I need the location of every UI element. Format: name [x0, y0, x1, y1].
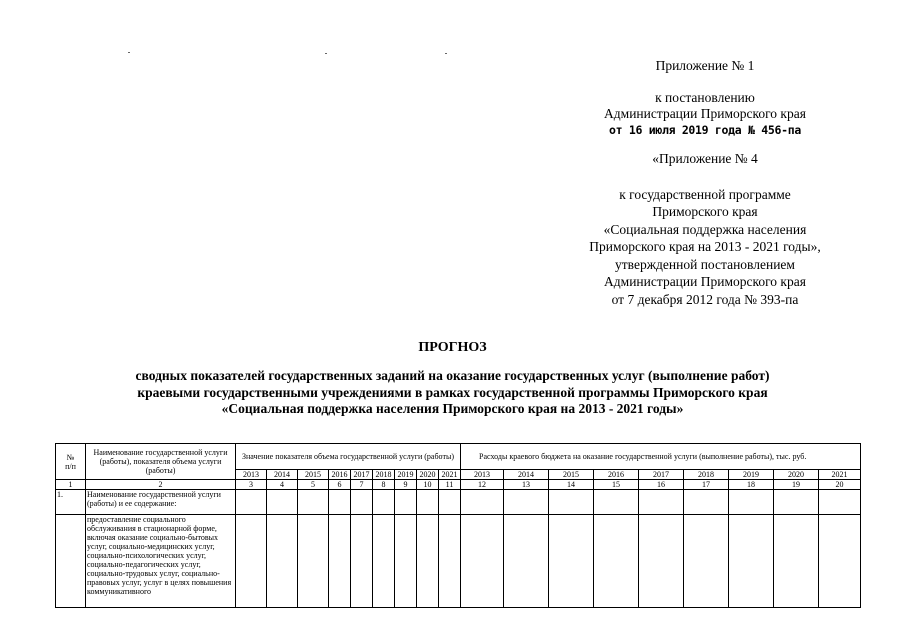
empty-cell — [417, 515, 439, 608]
col-number-cell: 13 — [504, 480, 549, 490]
document-title: ПРОГНОЗ — [418, 340, 487, 355]
col-number-cell: 7 — [351, 480, 373, 490]
empty-cell — [729, 515, 774, 608]
empty-cell — [504, 515, 549, 608]
col-number-cell: 18 — [729, 480, 774, 490]
empty-cell — [639, 515, 684, 608]
col-number-cell: 19 — [774, 480, 819, 490]
empty-cell — [504, 490, 549, 515]
year-cell: 2019 — [729, 470, 774, 480]
year-cell: 2021 — [439, 470, 461, 480]
col-number-cell: 4 — [267, 480, 298, 490]
year-cell: 2015 — [298, 470, 329, 480]
empty-cell — [461, 490, 504, 515]
col-number-cell: 9 — [395, 480, 417, 490]
document-subtitle — [40, 368, 865, 418]
empty-cell — [774, 490, 819, 515]
col-number-cell: 3 — [236, 480, 267, 490]
empty-cell — [639, 490, 684, 515]
appendix-1-line-2: Администрации Приморского края — [604, 106, 806, 121]
empty-cell — [267, 490, 298, 515]
col-number-cell: 15 — [594, 480, 639, 490]
appendix-1-title: Приложение № 1 — [655, 58, 755, 73]
appendix-4-line: Приморского края — [652, 204, 758, 219]
col-number-cell: 6 — [329, 480, 351, 490]
empty-cell — [439, 490, 461, 515]
empty-cell — [461, 515, 504, 608]
col-number-cell: 5 — [298, 480, 329, 490]
appendix-4-line: утвержденной постановлением — [615, 256, 795, 272]
empty-cell — [298, 515, 329, 608]
subtitle-line: краевыми государственными учреждениями в рамках государственной программы Приморского края — [137, 384, 768, 400]
appendix-4-line: к государственной программе — [619, 186, 791, 202]
col-number-cell: 16 — [639, 480, 684, 490]
col-number-cell: 14 — [549, 480, 594, 490]
empty-cell — [594, 490, 639, 515]
col-number-cell: 1 — [56, 480, 86, 490]
empty-cell — [439, 515, 461, 608]
col-number-cell: 2 — [86, 480, 236, 490]
col-number-cell: 20 — [819, 480, 861, 490]
empty-cell — [395, 490, 417, 515]
appendix-4-title: «Приложение № 4 — [652, 151, 758, 166]
appendix-4-line: «Социальная поддержка населения — [603, 221, 807, 237]
header-num: № п/п — [56, 444, 86, 480]
year-cell: 2018 — [684, 470, 729, 480]
col-number-cell: 10 — [417, 480, 439, 490]
empty-cell — [236, 490, 267, 515]
year-cell: 2020 — [774, 470, 819, 480]
appendix-4-header — [560, 150, 850, 308]
empty-cell — [351, 515, 373, 608]
empty-cell — [594, 515, 639, 608]
year-cell: 2017 — [351, 470, 373, 480]
col-number-cell: 17 — [684, 480, 729, 490]
col-number-cell: 11 — [439, 480, 461, 490]
appendix-4-line: от 7 декабря 2012 года № 393-па — [611, 291, 799, 307]
empty-cell — [729, 490, 774, 515]
empty-cell — [351, 490, 373, 515]
empty-cell — [56, 515, 86, 608]
appendix-1-stamp-date: от 16 июля 2019 года № 456-па — [608, 123, 802, 137]
year-cell: 2016 — [329, 470, 351, 480]
table-row — [56, 490, 861, 515]
empty-cell — [298, 490, 329, 515]
appendix-4-line: Администрации Приморского края — [604, 274, 806, 289]
year-cell: 2014 — [504, 470, 549, 480]
forecast-table — [55, 443, 861, 608]
appendix-1-line-1: к постановлению — [655, 90, 755, 105]
header-expenses: Расходы краевого бюджета на оказание государственной услуги (выполнение работы), тыс. руб. — [461, 444, 861, 470]
year-cell: 2016 — [594, 470, 639, 480]
empty-cell — [395, 515, 417, 608]
year-cell: 2018 — [373, 470, 395, 480]
col-number-cell: 8 — [373, 480, 395, 490]
empty-cell — [329, 490, 351, 515]
year-cell: 2014 — [267, 470, 298, 480]
year-cell: 2013 — [236, 470, 267, 480]
appendix-1-header — [600, 58, 810, 138]
empty-cell — [236, 515, 267, 608]
empty-cell — [684, 515, 729, 608]
empty-cell — [267, 515, 298, 608]
empty-cell — [549, 490, 594, 515]
year-cell: 2015 — [549, 470, 594, 480]
year-cell: 2021 — [819, 470, 861, 480]
row-service-title: Наименование государственной услуги (работы) и ее содержание: — [86, 490, 236, 515]
table-row — [56, 515, 861, 608]
empty-cell — [819, 490, 861, 515]
header-volume: Значение показателя объема государственной услуги (работы) — [236, 444, 461, 470]
appendix-4-line: Приморского края на 2013 - 2021 годы», — [589, 239, 821, 254]
empty-cell — [417, 490, 439, 515]
header-service-name: Наименование государственной услуги (работы), показателя объема услуги (работы) — [86, 444, 236, 480]
empty-cell — [373, 515, 395, 608]
year-cell: 2019 — [395, 470, 417, 480]
year-cell: 2013 — [461, 470, 504, 480]
year-cell: 2020 — [417, 470, 439, 480]
empty-cell — [329, 515, 351, 608]
subtitle-line: сводных показателей государственных заданий на оказание государственных услуг (выполнение работ) — [135, 368, 770, 383]
row-number: 1. — [56, 490, 86, 515]
empty-cell — [684, 490, 729, 515]
empty-cell — [373, 490, 395, 515]
empty-cell — [774, 515, 819, 608]
year-cell: 2017 — [639, 470, 684, 480]
empty-cell — [549, 515, 594, 608]
empty-cell — [819, 515, 861, 608]
row-service-description: предоставление социального обслуживания в стационарной форме, включая оказание социально-бытовых услуг, социально-медицинских услуг, социально-психологических услуг, социально-педагогических услуг, социально-трудовых услуг, социально-правовых услуг, услуг в целях повышения коммуникативного — [86, 515, 236, 608]
subtitle-line: «Социальная поддержка населения Приморского края на 2013 - 2021 годы» — [221, 401, 684, 416]
col-number-cell: 12 — [461, 480, 504, 490]
